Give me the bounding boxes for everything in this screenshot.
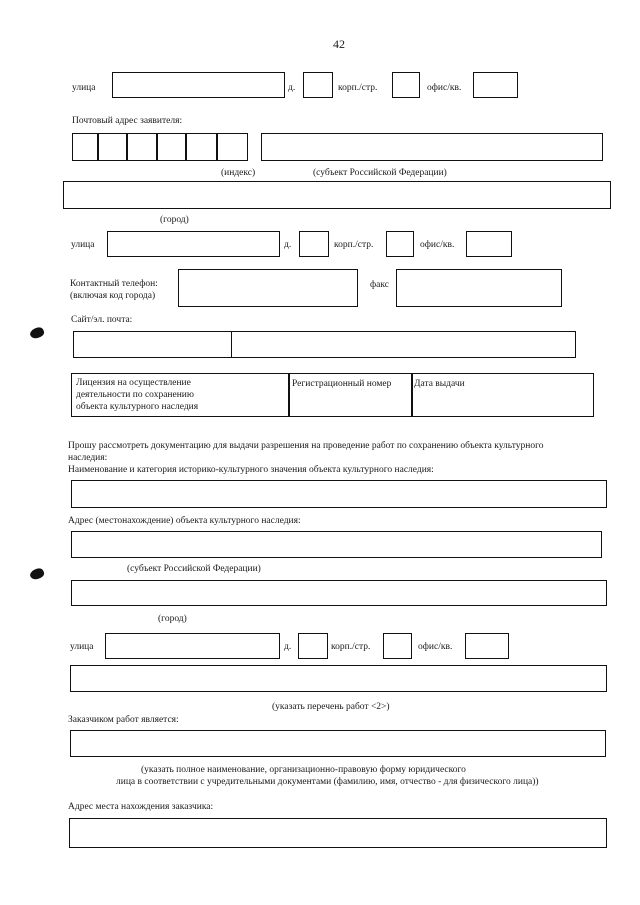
street-label: улица bbox=[72, 83, 96, 93]
table-divider bbox=[411, 373, 413, 417]
building-field[interactable] bbox=[392, 72, 420, 98]
object-name-field[interactable] bbox=[71, 480, 607, 508]
postal-street-field[interactable] bbox=[107, 231, 280, 257]
punch-hole-icon bbox=[29, 567, 46, 582]
punch-hole-icon bbox=[29, 326, 46, 341]
object-street-label: улица bbox=[70, 642, 94, 652]
object-subject-field[interactable] bbox=[71, 531, 602, 558]
site-field[interactable] bbox=[73, 331, 232, 358]
office-field[interactable] bbox=[473, 72, 518, 98]
customer-name-field[interactable] bbox=[70, 730, 606, 757]
object-street-field[interactable] bbox=[105, 633, 280, 659]
request-text-line1: Прошу рассмотреть документацию для выдачи разрешения на проведение работ по сохранению объекта культурного bbox=[68, 441, 544, 451]
issue-date-header: Дата выдачи bbox=[414, 379, 465, 389]
postal-building-field[interactable] bbox=[386, 231, 414, 257]
object-office-label: офис/кв. bbox=[418, 642, 453, 652]
object-building-label: корп./стр. bbox=[331, 642, 371, 652]
customer-address-field[interactable] bbox=[69, 818, 607, 848]
email-field[interactable] bbox=[231, 331, 576, 358]
postal-office-field[interactable] bbox=[466, 231, 512, 257]
object-house-field[interactable] bbox=[298, 633, 328, 659]
postal-index-field[interactable] bbox=[72, 133, 248, 161]
object-city-caption: (город) bbox=[158, 614, 187, 624]
license-label-line: объекта культурного наследия bbox=[76, 402, 199, 412]
postal-building-label: корп./стр. bbox=[334, 240, 374, 250]
fax-label: факс bbox=[370, 280, 389, 290]
customer-caption-line2: лица в соответствии с учредительными документами (фамилию, имя, отчество - для физического лица)) bbox=[116, 777, 539, 787]
table-divider bbox=[288, 373, 290, 417]
customer-caption-line1: (указать полное наименование, организационно-правовую форму юридического bbox=[141, 765, 466, 775]
page-number: 42 bbox=[333, 37, 345, 51]
object-building-field[interactable] bbox=[383, 633, 412, 659]
object-office-field[interactable] bbox=[465, 633, 509, 659]
object-house-label: д. bbox=[284, 642, 292, 652]
customer-title: Заказчиком работ является: bbox=[68, 715, 179, 725]
works-caption: (указать перечень работ <2>) bbox=[272, 702, 390, 712]
works-list-field[interactable] bbox=[70, 665, 607, 692]
index-caption: (индекс) bbox=[221, 168, 256, 178]
license-label-line: деятельности по сохранению bbox=[76, 390, 194, 400]
subject-caption: (субъект Российской Федерации) bbox=[313, 168, 447, 178]
request-text-line2: наследия: bbox=[68, 453, 108, 463]
house-field[interactable] bbox=[303, 72, 333, 98]
phone-field[interactable] bbox=[178, 269, 358, 307]
house-label: д. bbox=[288, 83, 296, 93]
object-name-label: Наименование и категория историко-культурного значения объекта культурного наследия: bbox=[68, 465, 434, 475]
postal-address-title: Почтовый адрес заявителя: bbox=[72, 116, 183, 126]
fax-field[interactable] bbox=[396, 269, 562, 307]
phone-label-note: (включая код города) bbox=[70, 291, 156, 301]
phone-label: Контактный телефон: bbox=[70, 279, 158, 289]
license-label-line: Лицензия на осуществление bbox=[76, 378, 191, 388]
postal-house-field[interactable] bbox=[299, 231, 329, 257]
object-city-field[interactable] bbox=[71, 580, 607, 606]
postal-house-label: д. bbox=[284, 240, 292, 250]
postal-subject-field[interactable] bbox=[261, 133, 603, 161]
postal-office-label: офис/кв. bbox=[420, 240, 455, 250]
object-subject-caption: (субъект Российской Федерации) bbox=[127, 564, 261, 574]
office-label: офис/кв. bbox=[427, 83, 462, 93]
customer-address-title: Адрес места нахождения заказчика: bbox=[68, 802, 214, 812]
site-label: Сайт/эл. почта: bbox=[71, 315, 133, 325]
object-address-title: Адрес (местонахождение) объекта культурного наследия: bbox=[68, 516, 301, 526]
postal-street-label: улица bbox=[71, 240, 95, 250]
reg-number-header: Регистрационный номер bbox=[292, 379, 392, 389]
city-caption: (город) bbox=[160, 215, 189, 225]
street-field[interactable] bbox=[112, 72, 285, 98]
building-label: корп./стр. bbox=[338, 83, 378, 93]
postal-city-field[interactable] bbox=[63, 181, 611, 209]
